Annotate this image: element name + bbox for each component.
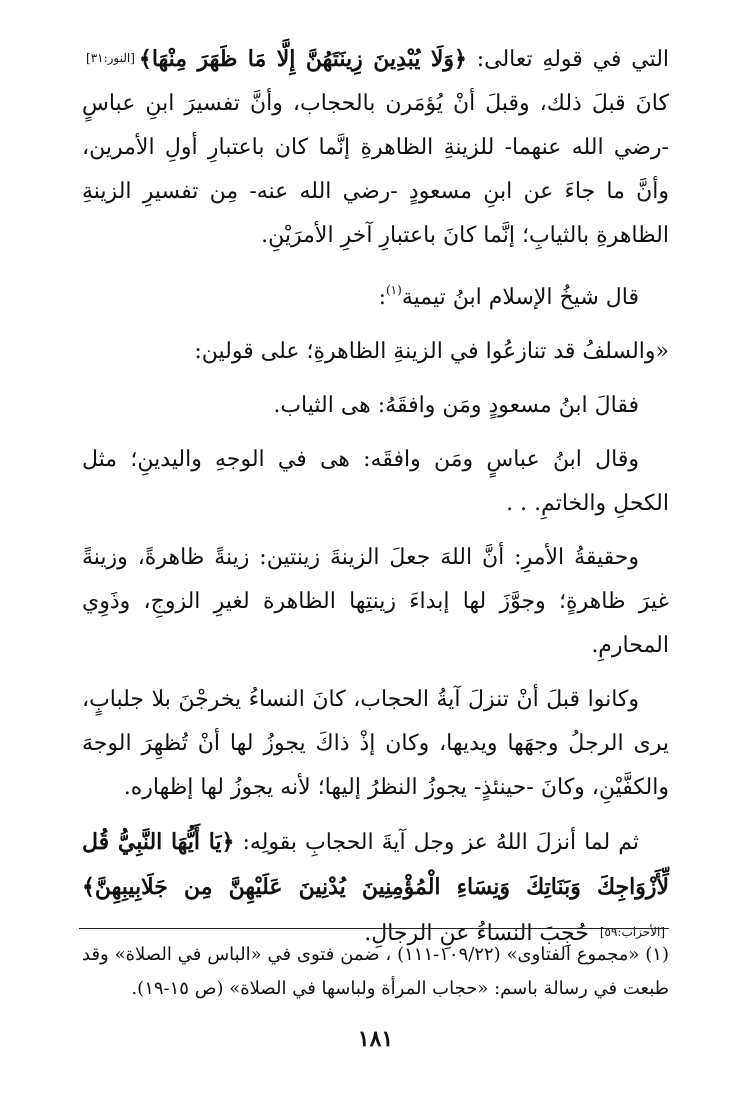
verse-reference-al-ahzab: [الأحزاب:٥٩] [599,925,665,939]
paragraph-1-body: كانَ قبلَ ذلك، وقبلَ أنْ يُؤمَرن بالحجاب، وأنَّ تفسيرَ ابنِ عباسٍ -رضي الله عنهما- للزينةِ الظاهرةِ إنَّما كان باعتبارِ أولِ الأمرين، وأنَّ ما جاءَ عن ابنِ مسعودٍ -رضي الله عنه- مِن تفسيرِ الزينةِ الظاهرةِ بالثيابِ؛ إنَّما كانَ باعتبارِ آخرِ الأمرَيْنِ. [82,91,669,248]
paragraph-1-intro: التي في قولهِ تعالى: [466,47,670,72]
paragraph-3: «والسلفُ قد تنازعُوا في الزينةِ الظاهرةِ؛ على قولين: [194,339,669,364]
page-number: ١٨١ [357,1026,394,1052]
ibn-taymiyyah-quote-intro: قال شيخُ الإسلام ابنُ تيمية [401,285,639,310]
paragraph-1 [82,36,669,258]
footnote-divider [79,928,669,929]
footnote: (١) «مجموع الفتاوى» (١٠٩/٢٢-١١١) ، ضمن فتوى في «الباس في الصلاة» وقد طبعت في رسالة باسم: «حجاب المرأة ولباسها في الصلاة» (ص ١٥-١٩). [82,944,669,999]
verse-reference-an-nur: [النور:٣١] [86,51,135,65]
colon: : [378,285,386,310]
paragraph-2 [82,268,669,320]
quran-verse-an-nur: ﴿وَلَا يُبْدِينَ زِينَتَهُنَّ إِلَّا مَا ظَهَرَ مِنْهَا﴾ [138,46,467,72]
footnote-marker: (١) [385,283,402,297]
paragraph-4: فقالَ ابنُ مسعودٍ ومَن وافقَهُ: هى الثياب. [273,393,639,418]
quran-verse-al-ahzab: ﴿يَا أَيُّهَا النَّبِيُّ قُل لِّأَزْوَاجِكَ وَبَنَاتِكَ وَنِسَاءِ الْمُؤْمِنِينَ يُدْنِينَ عَلَيْهِنَّ مِن جَلَابِيبِهِنَّ﴾ [82,829,669,900]
paragraph-6: وحقيقةُ الأمرِ: أنَّ اللهَ جعلَ الزينةَ زينتين: زينةً ظاهرةً، وزينةً غيرَ ظاهرةٍ؛ وجوَّزَ لها إبداءَ زينتِها الظاهرة لغيرِ الزوجِ، وذَوِي المحارمِ. [82,545,669,658]
paragraph-8 [82,820,669,956]
paragraph-7: وكانوا قبلَ أنْ تنزلَ آيةُ الحجاب، كانَ النساءُ يخرجْنَ بلا جلبابٍ، يرى الرجلُ وجهَها ويديها، وكان إذْ ذاكَ يجوزُ لها أنْ تُظهِرَ الوجهَ والكفَّيْنِ، وكانَ -حينئذٍ- يجوزُ النظرُ إليها؛ لأنه يجوزُ لها إظهاره. [82,687,669,800]
paragraph-8-conclusion: حُجِبَ النساءُ عنِ الرجالِ. [364,921,596,946]
paragraph-8-intro: ثم لما أنزلَ اللهُ عز وجل آيةَ الحجابِ بقولِه: [234,830,639,855]
paragraph-5: وقال ابنُ عباسٍ ومَن وافقَه: هى في الوجهِ واليدينِ؛ مثل الكحلِ والخاتمِ. . . [82,447,669,516]
